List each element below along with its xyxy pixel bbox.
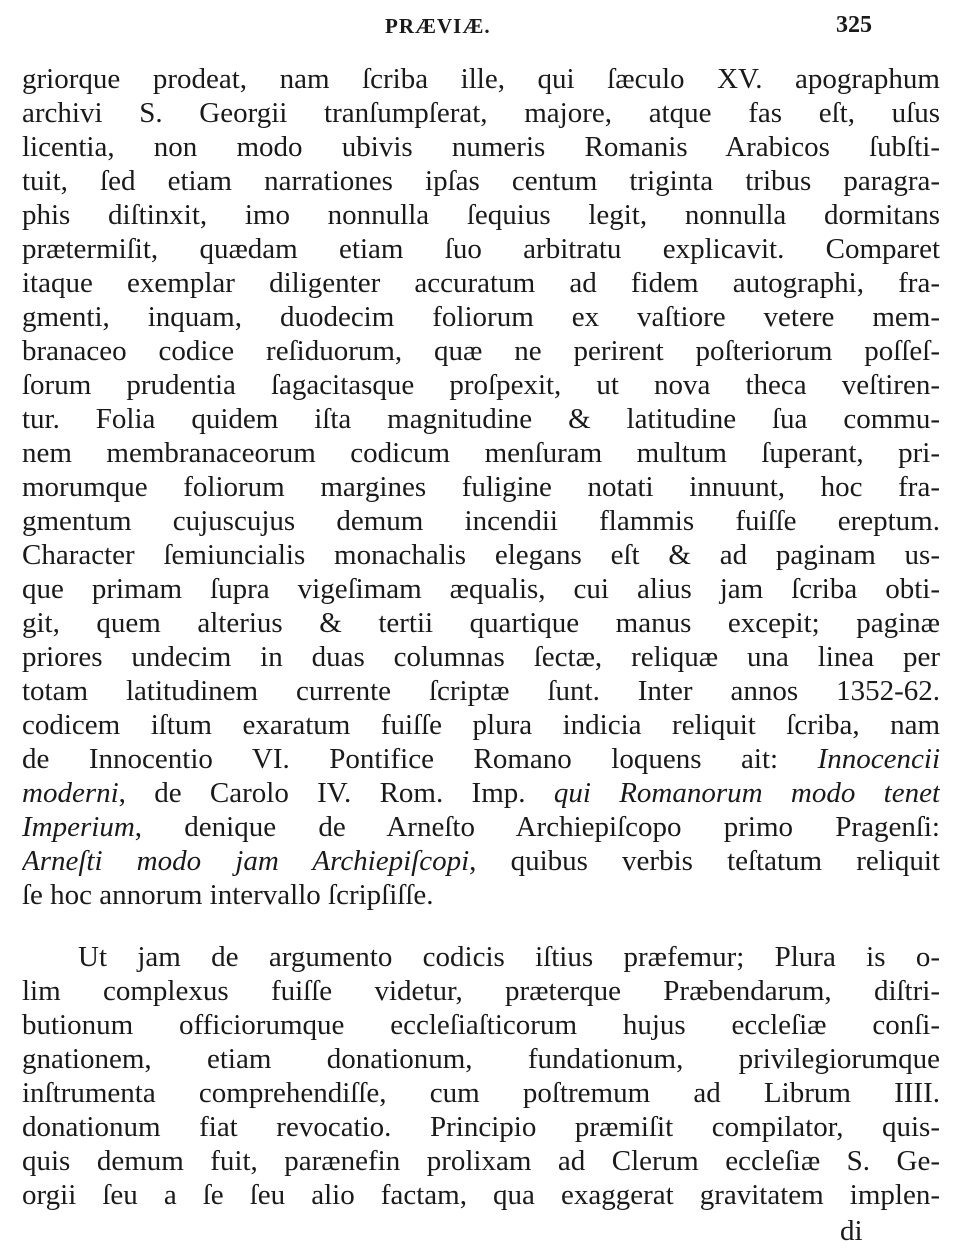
text-line: archivi S. Georgii tranſumpſerat, majore, atque fas eſt, uſus	[22, 97, 940, 129]
text-line: ſe hoc annorum intervallo ſcripſiſſe.	[22, 879, 434, 911]
text-line	[22, 810, 940, 844]
text-line: que primam ſupra vigeſimam æqualis, cui alius jam ſcriba obti-	[22, 573, 940, 605]
text-line: phis diſtinxit, imo nonnulla ſequius legit, nonnulla dormitans	[22, 199, 940, 231]
text-line: inſtrumenta comprehendiſſe, cum poſtremum ad Librum IIII.	[22, 1077, 940, 1109]
text-line: Character ſemiuncialis monachalis elegans eſt & ad paginam us-	[22, 539, 940, 571]
text-line: gnationem, etiam donationum, fundationum, privilegiorumque	[22, 1043, 940, 1075]
text-line: tuit, ſed etiam narrationes ipſas centum triginta tribus paragra-	[22, 165, 940, 197]
text-line: codicem iſtum exaratum fuiſſe plura indicia reliquit ſcriba, nam	[22, 709, 940, 741]
text-line: donationum fiat revocatio. Principio præmiſit compilator, quis-	[22, 1111, 940, 1143]
text-line: lim complexus fuiſſe videtur, præterque Præbendarum, diſtri-	[22, 975, 940, 1007]
italic-quote: Imperium	[22, 811, 135, 843]
text-line: itaque exemplar diligenter accuratum ad fidem autographi, fra-	[22, 267, 940, 299]
text-segment: , de Carolo IV. Rom. Imp.	[118, 777, 526, 809]
text-line: quis demum fuit, parænefin prolixam ad Clerum eccleſiæ S. Ge-	[22, 1145, 940, 1177]
text-line: branaceo codice reſiduorum, quæ ne perirent poſteriorum poſſeſ-	[22, 335, 940, 367]
text-segment: , quibus verbis teſtatum reliquit	[469, 845, 940, 877]
italic-quote: Innocencii	[817, 743, 940, 775]
text-line: ſorum prudentia ſagacitasque proſpexit, ut nova theca veſtiren-	[22, 369, 940, 401]
text-line: nem membranaceorum codicum menſuram multum ſuperant, pri-	[22, 437, 940, 469]
page-number: 325	[836, 12, 872, 38]
text-line	[22, 742, 940, 776]
text-segment: , denique de Arneſto Archiepiſcopo primo Pragenſi:	[134, 811, 940, 843]
italic-quote: Arneſti modo jam Archiepiſcopi	[22, 845, 470, 877]
text-line: morumque foliorum margines fuligine notati innuunt, hoc fra-	[22, 471, 940, 503]
text-segment: de Innocentio VI. Pontifice Romano loquens ait:	[22, 743, 779, 775]
text-line: orgii ſeu a ſe ſeu alio factam, qua exaggerat gravitatem implen-	[22, 1179, 940, 1211]
text-line: tur. Folia quidem iſta magnitudine & latitudine ſua commu-	[22, 403, 940, 435]
text-line: gmenti, inquam, duodecim foliorum ex vaſtiore vetere mem-	[22, 301, 940, 333]
text-line: priores undecim in duas columnas ſectæ, reliquæ una linea per	[22, 641, 940, 673]
text-line: totam latitudinem currente ſcriptæ ſunt. Inter annos 1352-62.	[22, 675, 940, 707]
text-line: prætermiſit, quædam etiam ſuo arbitratu explicavit. Comparet	[22, 233, 940, 265]
text-line: licentia, non modo ubivis numeris Romanis Arabicos ſubſti-	[22, 131, 940, 163]
running-head: PRÆVIÆ.	[385, 14, 491, 38]
text-line	[22, 776, 940, 810]
text-line	[22, 844, 940, 878]
text-line: griorque prodeat, nam ſcriba ille, qui ſæculo XV. apographum	[22, 63, 940, 95]
italic-quote: qui Romanorum modo tenet	[553, 777, 940, 809]
text-line: butionum officiorumque eccleſiaſticorum hujus eccleſiæ conſi-	[22, 1009, 940, 1041]
text-line: gmentum cujuscujus demum incendii flammis fuiſſe ereptum.	[22, 505, 940, 537]
catchword: di	[840, 1215, 863, 1247]
text-line: git, quem alterius & tertii quartique manus excepit; paginæ	[22, 607, 940, 639]
italic-quote: moderni	[22, 777, 119, 809]
text-line: Ut jam de argumento codicis iſtius præfemur; Plura is o-	[78, 941, 940, 973]
